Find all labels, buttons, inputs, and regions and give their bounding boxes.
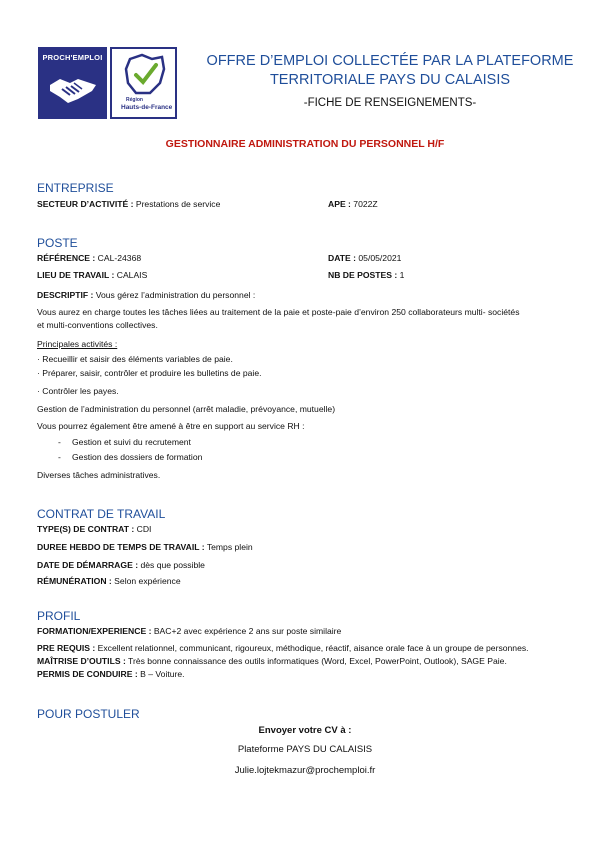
duree-value: Temps plein — [204, 542, 253, 552]
job-title: GESTIONNAIRE ADMINISTRATION DU PERSONNEL H/F — [165, 138, 445, 150]
prerequis-line — [37, 643, 529, 653]
region-name: Hauts-de-France — [121, 104, 173, 111]
list-dash: - — [58, 437, 61, 447]
section-entreprise-heading: ENTREPRISE — [37, 181, 114, 195]
lieu-line — [37, 270, 147, 280]
gestion-line: Gestion de l’administration du personnel (arrêt maladie, prévoyance, mutuelle) — [37, 404, 336, 414]
permis-line — [37, 669, 185, 679]
permis-label: PERMIS DE CONDUIRE : — [37, 669, 138, 679]
header-subtitle: -FICHE DE RENSEIGNEMENTS- — [303, 97, 477, 109]
principales-activites-heading: Principales activités : — [37, 339, 118, 349]
prochemploi-logo-text: PROCH'EMPLOI — [42, 53, 103, 62]
lieu-value: CALAIS — [114, 270, 148, 280]
contact-email[interactable]: Julie.lojtekmazur@prochemploi.fr — [234, 765, 376, 776]
date-demarrage-line — [37, 560, 205, 570]
date-demarrage-value: dès que possible — [138, 560, 205, 570]
description-paragraph-line2: et multi-conventions collectives. — [37, 320, 158, 330]
remuneration-label: RÉMUNÉRATION : — [37, 576, 112, 586]
outils-line — [37, 656, 507, 666]
date-line — [328, 253, 401, 263]
ape-line — [328, 199, 378, 209]
type-contrat-line — [37, 524, 151, 534]
plateforme-name: Plateforme PAYS DU CALAISIS — [237, 744, 373, 755]
ape-label: APE : — [328, 199, 351, 209]
reference-label: RÉFÉRENCE : — [37, 253, 96, 263]
reference-line — [37, 253, 141, 263]
list-dash: - — [58, 452, 61, 462]
nb-postes-line — [328, 270, 404, 280]
secteur-label: SECTEUR D’ACTIVITÉ : — [37, 199, 134, 209]
activity-item: · Contrôler les payes. — [37, 386, 119, 396]
handshake-icon — [48, 69, 98, 109]
descriptif-value: Vous gérez l’administration du personnel : — [93, 290, 256, 300]
date-label: DATE : — [328, 253, 357, 263]
secteur-line — [37, 199, 220, 209]
type-contrat-value: CDI — [134, 524, 152, 534]
activity-item: · Recueillir et saisir des éléments variables de paie. — [37, 354, 233, 364]
region-label: Région — [126, 97, 143, 103]
permis-value: B – Voiture. — [137, 669, 185, 679]
descriptif-line — [37, 290, 255, 300]
support-item: Gestion des dossiers de formation — [72, 452, 203, 462]
support-item: Gestion et suivi du recrutement — [72, 437, 191, 447]
outils-label: MAÎTRISE D’OUTILS : — [37, 656, 126, 666]
duree-label: DUREE HEBDO DE TEMPS DE TRAVAIL : — [37, 542, 205, 552]
section-postuler-heading: POUR POSTULER — [37, 707, 140, 721]
duree-line — [37, 542, 253, 552]
section-profil-heading: PROFIL — [37, 609, 81, 623]
lieu-label: LIEU DE TRAVAIL : — [37, 270, 115, 280]
ape-value: 7022Z — [350, 199, 378, 209]
formation-value: BAC+2 avec expérience 2 ans sur poste similaire — [151, 626, 342, 636]
section-poste-heading: POSTE — [37, 236, 78, 250]
description-paragraph-line1: Vous aurez en charge toutes les tâches liées au traitement de la paie et poste-paie d’environ 250 collaborateurs multi- sociétés — [37, 307, 520, 317]
prerequis-label: PRE REQUIS : — [37, 643, 96, 653]
remuneration-line — [37, 576, 181, 586]
type-contrat-label: TYPE(S) DE CONTRAT : — [37, 524, 135, 534]
region-map-icon — [122, 53, 168, 97]
header-title-line1: OFFRE D’EMPLOI COLLECTÉE PAR LA PLATEFORME — [206, 53, 574, 69]
region-logo — [110, 47, 177, 119]
formation-line — [37, 626, 341, 636]
nb-postes-label: NB DE POSTES : — [328, 270, 398, 280]
descriptif-label: DESCRIPTIF : — [37, 290, 94, 300]
formation-label: FORMATION/EXPERIENCE : — [37, 626, 152, 636]
secteur-value: Prestations de service — [133, 199, 221, 209]
nb-postes-value: 1 — [397, 270, 405, 280]
diverses-line: Diverses tâches administratives. — [37, 470, 161, 480]
prerequis-value: Excellent relationnel, communicant, rigoureux, méthodique, réactif, aisance orale face à un groupe de personnes. — [95, 643, 529, 653]
header-title-line2: TERRITORIALE PAYS DU CALAISIS — [269, 72, 511, 88]
outils-value: Très bonne connaissance des outils informatiques (Word, Excel, PowerPoint, Outlook), SAGE Paie. — [125, 656, 507, 666]
remuneration-value: Selon expérience — [111, 576, 181, 586]
reference-value: CAL-24368 — [95, 253, 142, 263]
date-value: 05/05/2021 — [356, 253, 402, 263]
date-demarrage-label: DATE DE DÉMARRAGE : — [37, 560, 139, 570]
prochemploi-logo — [38, 47, 107, 119]
envoyer-cv-label: Envoyer votre CV à : — [258, 725, 352, 736]
section-contrat-heading: CONTRAT DE TRAVAIL — [37, 507, 166, 521]
activity-item: · Préparer, saisir, contrôler et produire les bulletins de paie. — [37, 368, 262, 378]
support-line: Vous pourrez également être amené à être en support au service RH : — [37, 421, 305, 431]
